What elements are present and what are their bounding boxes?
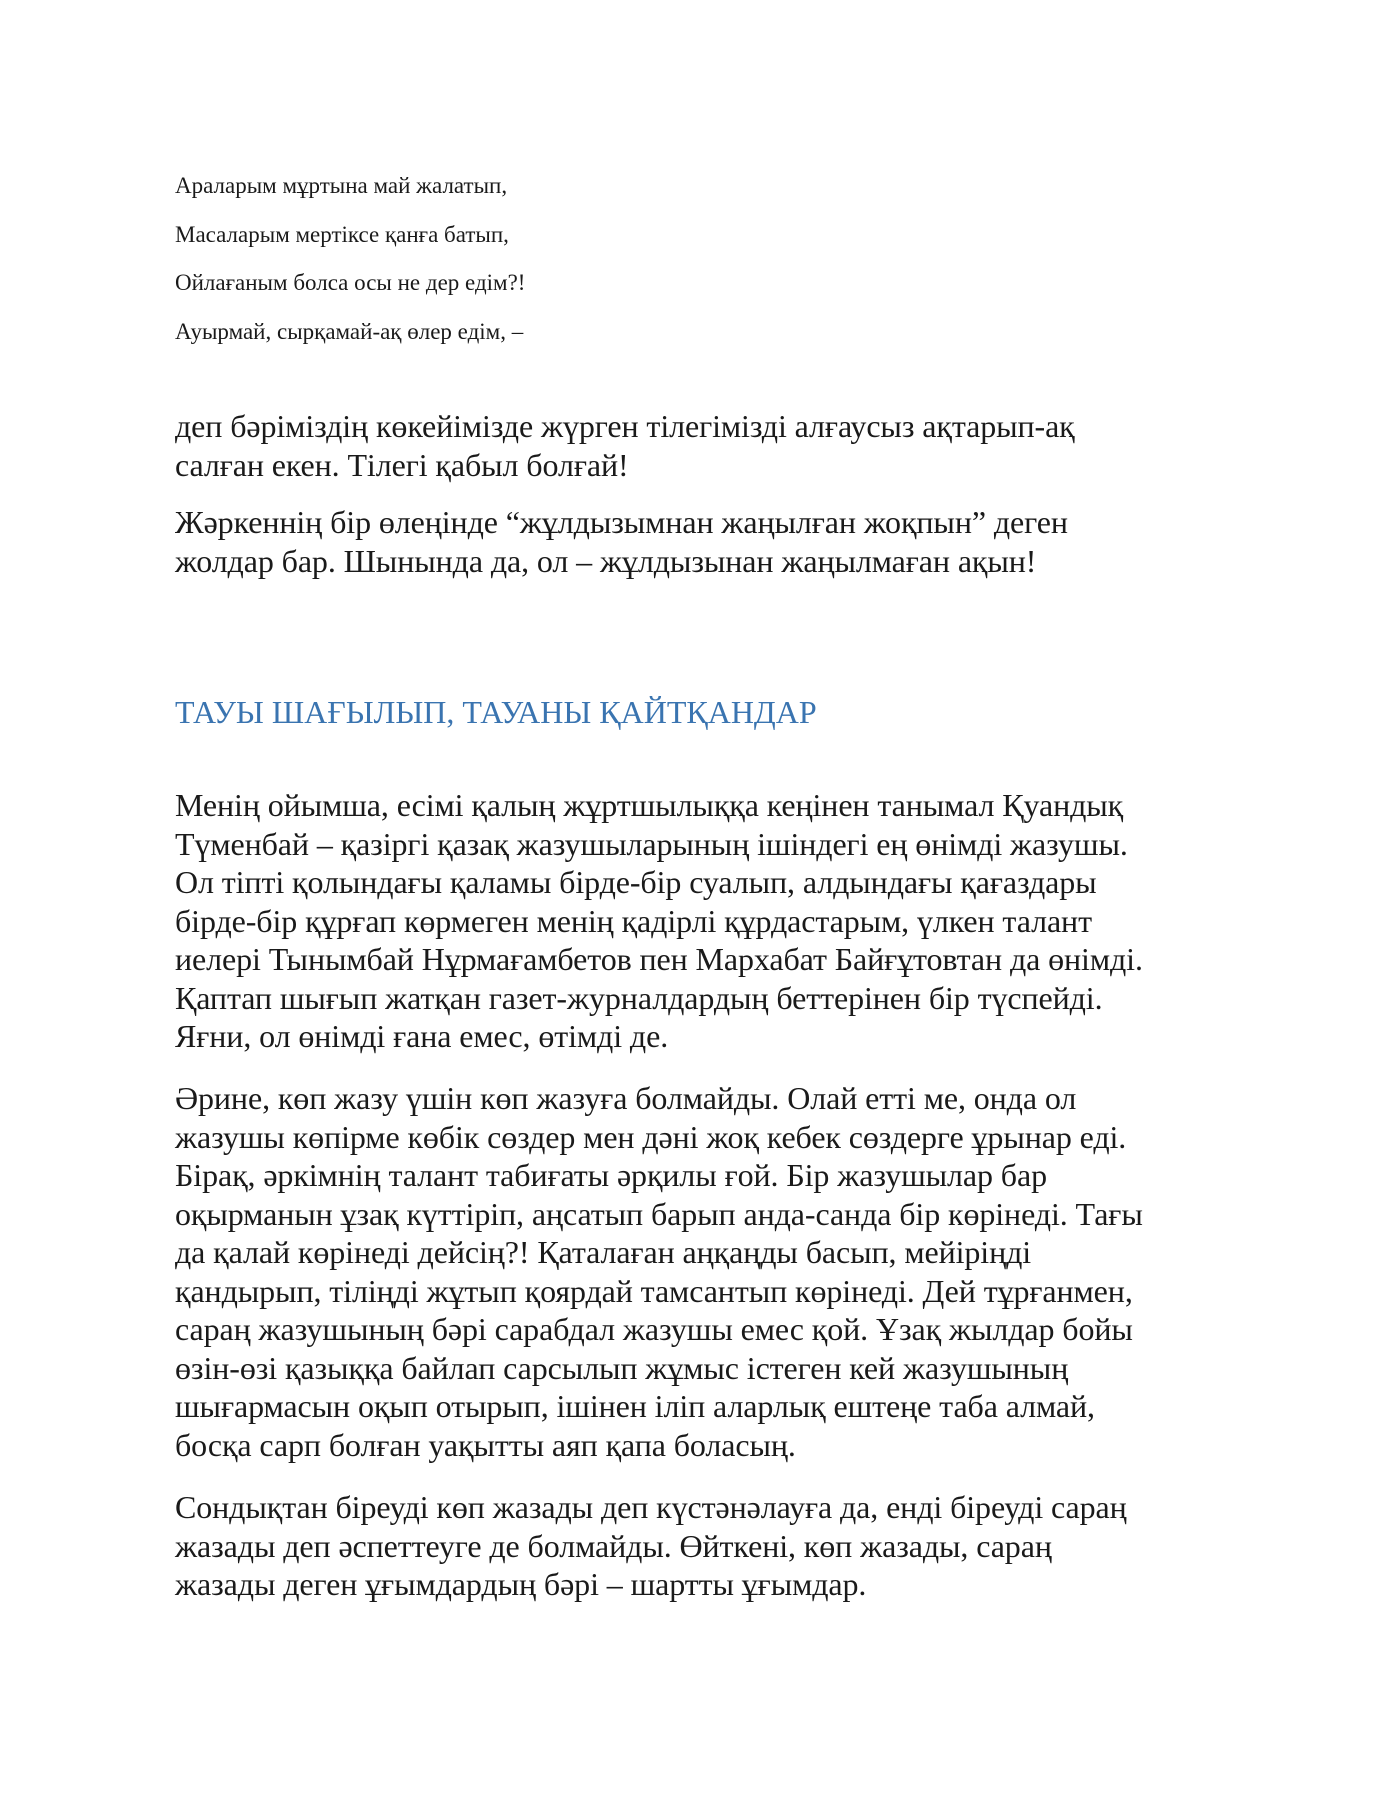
text-line: жазады деп әспеттеуге де болмайды. Өйткені, көп жазады, сараң [175,1527,1052,1564]
text-line: шығармасын оқып отырып, ішінен іліп аларлық ештеңе таба алмай, [175,1388,1095,1424]
section-heading: ТАУЫ ШАҒЫЛЫП, ТАУАНЫ ҚАЙТҚАНДАР [175,694,817,730]
paragraph-section-1 [175,786,1235,1056]
text-line: Яғни, ол өнімді ғана емес, өтімді де. [175,1018,669,1054]
poem-line: Ауырмай, сырқамай-ақ өлер едім, – [175,318,524,344]
text-line: жазушы көпірме көбік сөздер мен дәні жоқ кебек сөздерге ұрынар еді. [175,1118,1127,1155]
paragraph-intro-continuation [175,407,1235,484]
poem-line: Араларым мұртына май жалатып, [175,173,508,198]
text-line: Менің ойымша, есімі қалың жұртшылыққа кеңінен танымал Қуандық [175,787,1124,823]
text-line: сараң жазушының бәрі сарабдал жазушы емес қой. Ұзақ жылдар бойы [175,1311,1133,1347]
text-line: деп бәріміздің көкейімізде жүрген тілегімізді алғаусыз ақтарып-ақ [175,408,1075,444]
poem-block [175,162,1075,356]
poem-line: Масаларым мертіксе қанға батып, [175,221,509,247]
text-line: да қалай көрінеді дейсің?! Қаталаған аңқаңды басып, мейіріңді [175,1234,1032,1270]
text-line: жолдар бар. Шынында да, ол – жұлдызынан жаңылмаған ақын! [175,542,1037,579]
text-line: иелері Тынымбай Нұрмағамбетов пен Мархабат Байғұтовтан да өнімді. [175,941,1143,977]
poem-line: Ойлағаным болса осы не дер едім?! [175,270,526,295]
text-line: Бірақ, әркімнің талант табиғаты әрқилы ғой. Бір жазушылар бар [175,1157,1047,1193]
text-line: өзін-өзі қазыққа байлап сарсылып жұмыс істеген кей жазушының [175,1349,1069,1386]
text-line: Қаптап шығып жатқан газет-журналдардың беттерінен бір түспейді. [175,979,1103,1016]
text-line: бірде-бір құрғап көрмеген менің қадірлі құрдастарым, үлкен талант [175,902,1092,939]
paragraph-section-3 [175,1488,1235,1604]
paragraph-zharken-quote [175,503,1235,580]
text-line: қандырып, тіліңді жұтып қоярдай тамсантып көрінеді. Дей тұрғанмен, [175,1272,1133,1309]
paragraph-section-2 [175,1079,1235,1464]
text-line: Жәркеннің бір өлеңінде “жұлдызымнан жаңылған жоқпын” деген [175,504,1068,540]
text-line: Ол тіпті қолындағы қаламы бірде-бір суалып, алдындағы қағаздары [175,864,1097,900]
text-line: Түменбай – қазіргі қазақ жазушыларының ішіндегі ең өнімді жазушы. [175,825,1128,862]
text-line: оқырманын ұзақ күттіріп, аңсатып барып анда-санда бір көрінеді. Тағы [175,1195,1143,1232]
text-line: жазады деген ұғымдардың бәрі – шартты ұғымдар. [175,1566,867,1602]
text-line: Сондықтан біреуді көп жазады деп күстәнәлауға да, енді біреуді сараң [175,1489,1127,1525]
text-line: босқа сарп болған уақытты аяп қапа боласың. [175,1426,796,1463]
text-line: салған екен. Тілегі қабыл болғай! [175,446,629,483]
text-line: Әрине, көп жазу үшін көп жазуға болмайды. Олай етті ме, онда ол [175,1080,1077,1116]
